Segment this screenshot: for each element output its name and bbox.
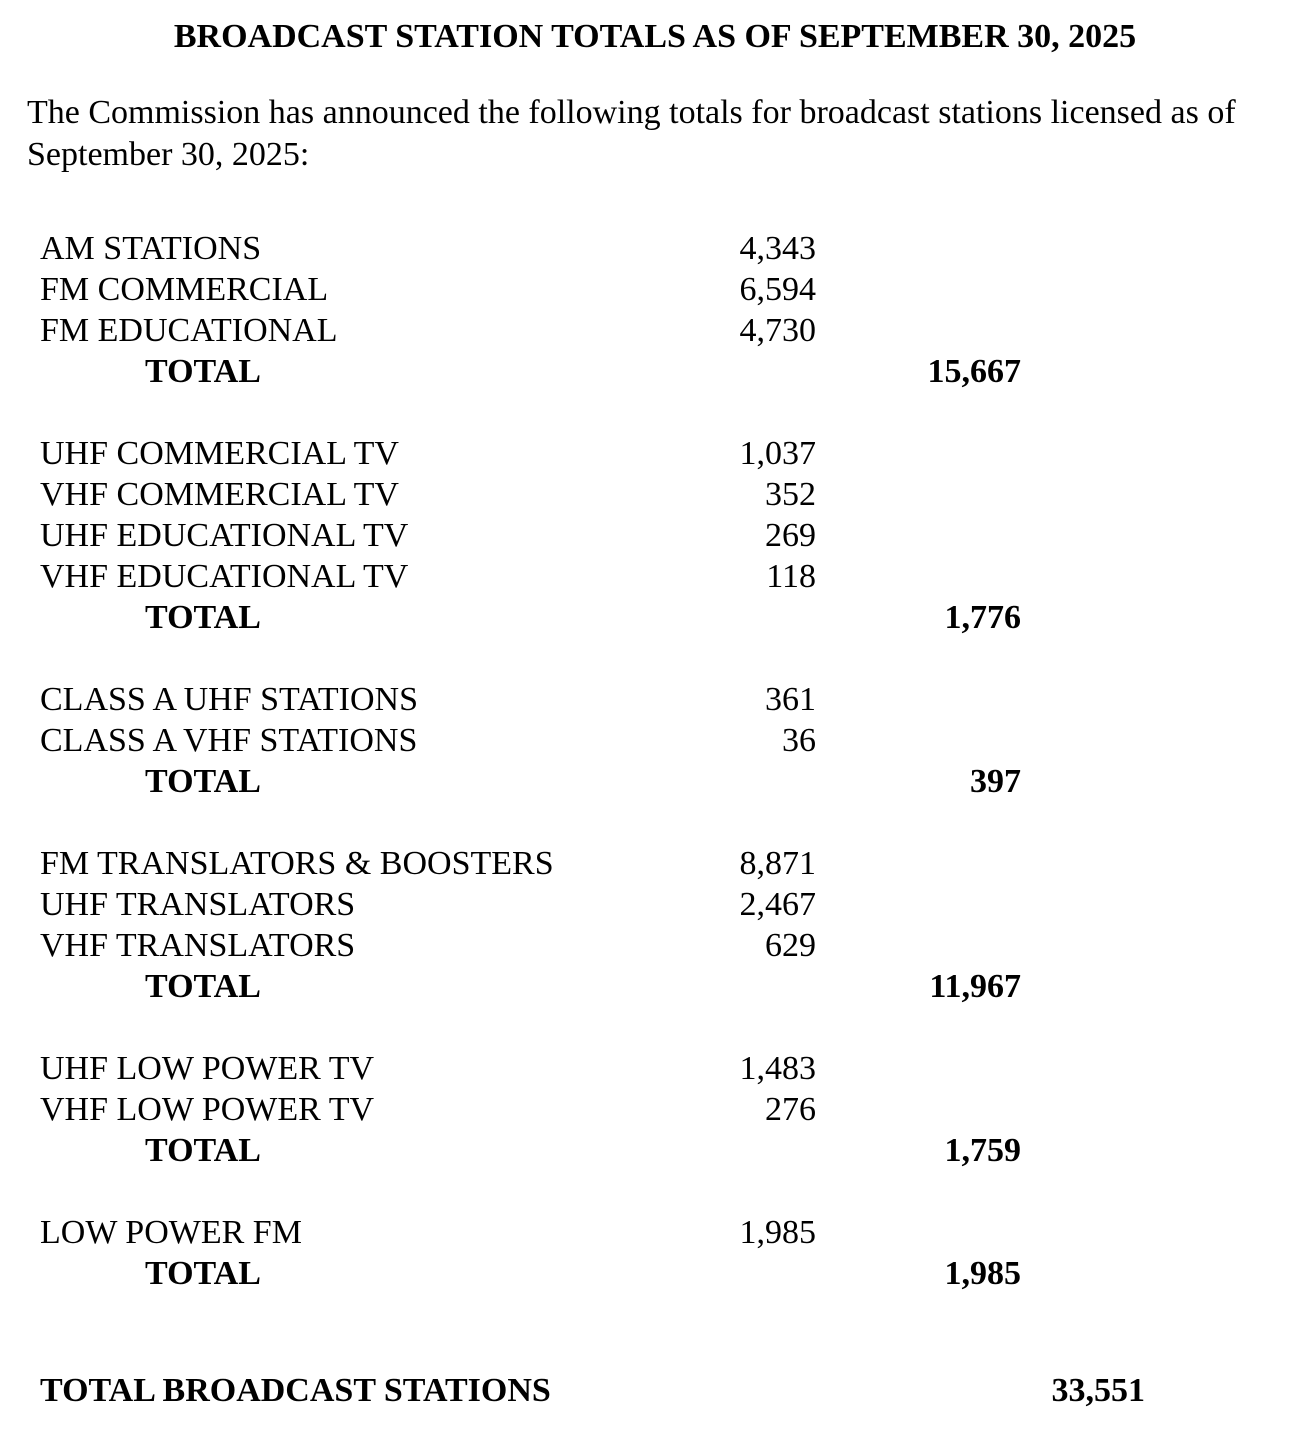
section-total-value: 1,985 — [944, 1255, 1021, 1292]
station-row — [40, 474, 1310, 515]
section-total-row — [40, 1130, 1310, 1171]
station-value: 36 — [782, 722, 816, 759]
station-label: FM TRANSLATORS & BOOSTERS — [40, 845, 554, 882]
page-title: BROADCAST STATION TOTALS AS OF SEPTEMBER 30, 2025 — [173, 18, 1137, 55]
section-total-row — [40, 1253, 1310, 1294]
grand-total-row — [40, 1370, 1310, 1411]
station-total-spacer — [816, 269, 1021, 310]
section-total-spacer — [660, 1253, 816, 1294]
section-total-spacer — [660, 351, 816, 392]
station-total-spacer — [816, 515, 1021, 556]
section-total-value: 1,759 — [944, 1132, 1021, 1169]
station-label: AM STATIONS — [40, 230, 262, 267]
station-total-spacer — [816, 1089, 1021, 1130]
section-total-label: TOTAL — [145, 968, 261, 1005]
station-value: 4,343 — [739, 230, 816, 267]
station-value: 1,037 — [739, 435, 816, 472]
section-total-label: TOTAL — [145, 599, 261, 636]
station-value: 1,483 — [739, 1050, 816, 1087]
station-value: 629 — [765, 927, 816, 964]
section-total-label: TOTAL — [145, 1132, 261, 1169]
section-total-value: 1,776 — [944, 599, 1021, 636]
station-value: 361 — [765, 681, 816, 718]
station-label: CLASS A VHF STATIONS — [40, 722, 418, 759]
section-total-row — [40, 966, 1310, 1007]
station-section — [40, 679, 1310, 802]
station-value: 2,467 — [739, 886, 816, 923]
section-total-spacer — [660, 966, 816, 1007]
station-total-spacer — [816, 433, 1021, 474]
station-label: UHF LOW POWER TV — [40, 1050, 375, 1087]
station-total-spacer — [816, 474, 1021, 515]
station-row — [40, 1048, 1310, 1089]
station-row — [40, 884, 1310, 925]
station-row — [40, 269, 1310, 310]
section-total-value: 397 — [970, 763, 1021, 800]
station-total-spacer — [816, 843, 1021, 884]
station-label: VHF EDUCATIONAL TV — [40, 558, 409, 595]
station-total-spacer — [816, 1212, 1021, 1253]
station-label: FM EDUCATIONAL — [40, 312, 338, 349]
section-total-value: 15,667 — [927, 353, 1021, 390]
station-label: VHF LOW POWER TV — [40, 1091, 375, 1128]
station-label: LOW POWER FM — [40, 1214, 302, 1251]
station-row — [40, 1212, 1310, 1253]
station-label: FM COMMERCIAL — [40, 271, 329, 308]
section-total-value: 11,967 — [929, 968, 1021, 1005]
station-total-spacer — [816, 925, 1021, 966]
station-total-spacer — [816, 1048, 1021, 1089]
section-total-spacer — [660, 761, 816, 802]
section-total-row — [40, 761, 1310, 802]
grand-total-value: 33,551 — [1051, 1372, 1145, 1409]
section-total-row — [40, 351, 1310, 392]
station-total-spacer — [816, 556, 1021, 597]
station-value: 276 — [765, 1091, 816, 1128]
station-label: CLASS A UHF STATIONS — [40, 681, 418, 718]
station-row — [40, 843, 1310, 884]
section-total-label: TOTAL — [145, 1255, 261, 1292]
section-total-spacer — [660, 1130, 816, 1171]
station-row — [40, 1089, 1310, 1130]
station-label: UHF EDUCATIONAL TV — [40, 517, 409, 554]
station-row — [40, 679, 1310, 720]
section-total-spacer — [660, 597, 816, 638]
station-section — [40, 1048, 1310, 1171]
station-value: 269 — [765, 517, 816, 554]
station-section — [40, 1212, 1310, 1294]
station-value: 6,594 — [739, 271, 816, 308]
grand-total-label: TOTAL BROADCAST STATIONS — [40, 1372, 551, 1409]
station-total-spacer — [816, 310, 1021, 351]
intro-paragraph: The Commission has announced the following totals for broadcast stations licensed as of September 30, 2025: — [27, 94, 1236, 173]
station-section — [40, 843, 1310, 1007]
station-label: VHF TRANSLATORS — [40, 927, 356, 964]
station-row — [40, 720, 1310, 761]
station-value: 4,730 — [739, 312, 816, 349]
station-row — [40, 515, 1310, 556]
totals-table — [40, 228, 1310, 1294]
station-row — [40, 228, 1310, 269]
station-section — [40, 228, 1310, 392]
station-value: 352 — [765, 476, 816, 513]
station-row — [40, 433, 1310, 474]
station-value: 8,871 — [739, 845, 816, 882]
station-total-spacer — [816, 228, 1021, 269]
station-total-spacer — [816, 679, 1021, 720]
station-section — [40, 433, 1310, 638]
section-total-label: TOTAL — [145, 353, 261, 390]
station-label: VHF COMMERCIAL TV — [40, 476, 399, 513]
station-label: UHF COMMERCIAL TV — [40, 435, 399, 472]
station-row — [40, 556, 1310, 597]
station-row — [40, 925, 1310, 966]
section-total-label: TOTAL — [145, 763, 261, 800]
station-label: UHF TRANSLATORS — [40, 886, 356, 923]
section-total-row — [40, 597, 1310, 638]
station-total-spacer — [816, 720, 1021, 761]
station-row — [40, 310, 1310, 351]
station-total-spacer — [816, 884, 1021, 925]
station-value: 1,985 — [739, 1214, 816, 1251]
station-value: 118 — [766, 558, 816, 595]
